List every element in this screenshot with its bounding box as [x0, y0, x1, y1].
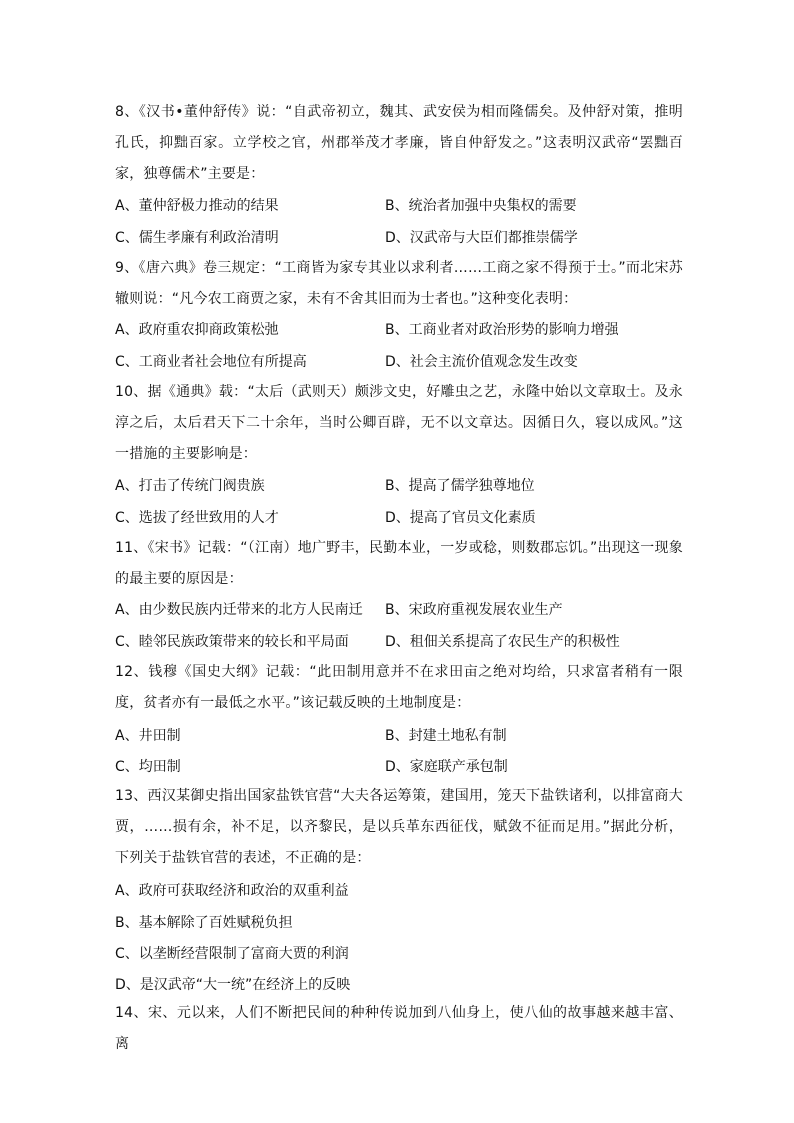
question-10-option-d: D、提高了官员文化素质 — [385, 510, 536, 526]
question-14-stem: 14、宋、元以来，人们不断把民间的种种传说加到八仙身上，使八仙的故事越来越丰富、离 — [115, 1005, 683, 1052]
question-8-stem: 8、《汉书•董仲舒传》说：“自武帝初立，魏其、武安侯为相而隆儒矣。及仲舒对策，推明孔氏，抑黜百家。立学校之官，州郡举茂才孝廉，皆自仲舒发之。”这表明汉武帝“罢黜百家，独尊儒术”主要是： — [115, 104, 683, 182]
question-8-option-d: D、汉武帝与大臣们都推崇儒学 — [385, 230, 578, 246]
question-12-option-d: D、家庭联产承包制 — [385, 759, 508, 775]
question-12-stem: 12、钱穆《国史大纲》记载：“此田制用意并不在求田亩之绝对均给，只求富者稍有一限度，贫者亦有一最低之水平。”该记载反映的土地制度是： — [115, 664, 683, 711]
question-13-option-b: B、基本解除了百姓赋税负担 — [115, 915, 293, 931]
question-9-option-c: C、工商业者社会地位有所提高 — [115, 354, 307, 370]
question-9-option-a: A、政府重农抑商政策松弛 — [115, 322, 279, 338]
question-10-option-a: A、打击了传统门阀贵族 — [115, 478, 265, 494]
question-8-option-b: B、统治者加强中央集权的需要 — [385, 198, 577, 214]
question-12-option-b: B、封建土地私有制 — [385, 728, 507, 744]
question-10-option-c: C、选拔了经世致用的人才 — [115, 510, 279, 526]
question-10-option-b: B、提高了儒学独尊地位 — [385, 478, 535, 494]
question-12-option-a: A、井田制 — [115, 728, 181, 744]
question-10-stem: 10、据《通典》载：“太后（武则天）颇涉文史，好雕虫之艺，永隆中始以文章取士。及永淳之后，太后君天下二十余年，当时公卿百辟，无不以文章达。因循日久，寝以成风。”这一措施的主要影响是： — [115, 384, 683, 462]
question-8-option-a: A、董仲舒极力推动的结果 — [115, 198, 279, 214]
question-11-option-c: C、睦邻民族政策带来的较长和平局面 — [115, 634, 349, 650]
question-11-option-b: B、宋政府重视发展农业生产 — [385, 602, 563, 618]
question-11-option-a: A、由少数民族内迁带来的北方人民南迁 — [115, 602, 363, 618]
question-13-option-d: D、是汉武帝“大一统”在经济上的反映 — [115, 977, 351, 993]
question-11-option-d: D、租佃关系提高了农民生产的积极性 — [385, 634, 620, 650]
question-11-stem: 11、《宋书》记载：“（江南）地广野丰，民勤本业，一岁或稔，则数郡忘饥。”出现这一现象的最主要的原因是： — [115, 540, 683, 587]
question-13-stem: 13、西汉某御史指出国家盐铁官营“大夫各运筹策，建国用，笼天下盐铁诸利，以排富商大贾，……损有余，补不足，以齐黎民，是以兵革东西征伐，赋敛不征而足用。”据此分析，下列关于盐铁官营的表述，不正确的是： — [115, 788, 683, 866]
question-9-option-d: D、社会主流价值观念发生改变 — [385, 354, 578, 370]
question-9-stem: 9、《唐六典》卷三规定：“工商皆为家专其业以求利者……工商之家不得预于士。”而北宋苏辙则说：“凡今农工商贾之家，未有不舍其旧而为士者也。”这种变化表明： — [115, 260, 683, 307]
question-9-option-b: B、工商业者对政治形势的影响力增强 — [385, 322, 619, 338]
question-12-option-c: C、均田制 — [115, 759, 181, 775]
question-8-option-c: C、儒生孝廉有利政治清明 — [115, 230, 279, 246]
question-13-option-a: A、政府可获取经济和政治的双重利益 — [115, 883, 349, 899]
question-13-option-c: C、以垄断经营限制了富商大贾的利润 — [115, 946, 349, 962]
